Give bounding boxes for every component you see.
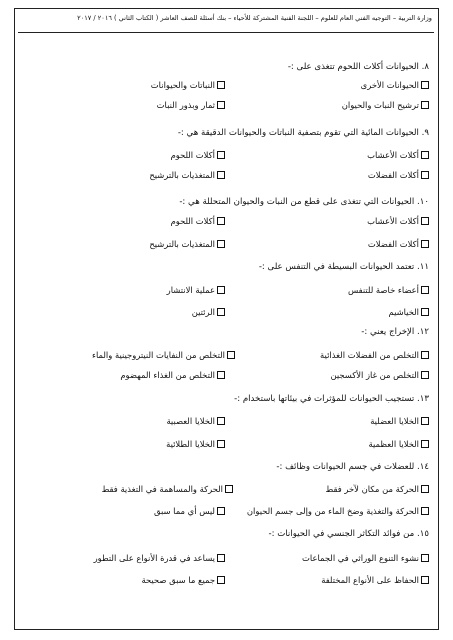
checkbox-icon[interactable] bbox=[421, 286, 429, 294]
q15-option-d[interactable]: جميع ما سبق صحيحة bbox=[142, 575, 226, 585]
checkbox-icon[interactable] bbox=[421, 101, 429, 109]
q15-option-a[interactable]: نشوء التنوع الوراثي في الجماعات bbox=[302, 553, 429, 563]
q11-option-d[interactable]: الرئتين bbox=[192, 307, 225, 317]
q15-option-b[interactable]: يساعد في قدرة الأنواع على التطور bbox=[94, 553, 225, 563]
q13-option-a[interactable]: الخلايا العضلية bbox=[370, 416, 429, 426]
q11-option-c[interactable]: الخياشيم bbox=[389, 307, 429, 317]
page-header: وزارة التربية – التوجيه الفني العام للعلوم – اللجنة الفنية المشتركة للأحياء – بنك أسئلة للصف العاشر ( الكتاب الثاني ) ٢٠١٦ / ٢٠١٧ bbox=[77, 14, 432, 22]
q10-option-a[interactable]: أكلات الأعشاب bbox=[367, 216, 429, 226]
q10-option-d[interactable]: المتغذيات بالترشيح bbox=[149, 239, 225, 249]
q11-option-b[interactable]: عملية الانتشار bbox=[167, 285, 225, 295]
question-9-title: ٩. الحيوانات المائية التي تقوم بتصفية النباتات والحيوانات الدقيقة هي :- bbox=[177, 128, 429, 138]
q14-option-d[interactable]: ليس أي مما سبق bbox=[154, 506, 225, 516]
question-15-title: ١٥. من فوائد التكاثر الجنسي في الحيوانات :- bbox=[268, 529, 429, 539]
q14-option-a[interactable]: الحركة من مكان لآخر فقط bbox=[326, 484, 429, 494]
question-12-title: ١٢. الإخراج يعني :- bbox=[361, 327, 429, 337]
checkbox-icon[interactable] bbox=[217, 308, 225, 316]
q12-option-a[interactable]: التخلص من الفضلات الغذائية bbox=[320, 350, 429, 360]
checkbox-icon[interactable] bbox=[421, 171, 429, 179]
checkbox-icon[interactable] bbox=[421, 351, 429, 359]
checkbox-icon[interactable] bbox=[217, 371, 225, 379]
checkbox-icon[interactable] bbox=[217, 81, 225, 89]
checkbox-icon[interactable] bbox=[421, 485, 429, 493]
q12-option-c[interactable]: التخلص من غاز الأكسجين bbox=[330, 370, 429, 380]
checkbox-icon[interactable] bbox=[225, 485, 233, 493]
checkbox-icon[interactable] bbox=[421, 440, 429, 448]
checkbox-icon[interactable] bbox=[217, 151, 225, 159]
q9-option-a[interactable]: أكلات الأعشاب bbox=[367, 150, 429, 160]
checkbox-icon[interactable] bbox=[421, 554, 429, 562]
checkbox-icon[interactable] bbox=[217, 217, 225, 225]
checkbox-icon[interactable] bbox=[421, 576, 429, 584]
q13-option-c[interactable]: الخلايا العظمية bbox=[369, 439, 429, 449]
q8-option-d[interactable]: ثمار وبذور النبات bbox=[157, 100, 225, 110]
question-10-title: ١٠. الحيوانات التي تتغذى على قطع من النبات والحيوان المتحللة هي :- bbox=[179, 197, 429, 207]
q11-option-a[interactable]: أعضاء خاصة للتنفس bbox=[348, 285, 429, 295]
q13-option-d[interactable]: الخلايا الطلائية bbox=[166, 439, 225, 449]
checkbox-icon[interactable] bbox=[421, 240, 429, 248]
q12-option-b[interactable]: التخلص من النفايات النيتروجينية والماء bbox=[92, 350, 235, 360]
checkbox-icon[interactable] bbox=[421, 371, 429, 379]
q10-option-c[interactable]: أكلات الفضلات bbox=[368, 239, 429, 249]
checkbox-icon[interactable] bbox=[421, 217, 429, 225]
q8-option-a[interactable]: الحيوانات الأخرى bbox=[361, 80, 429, 90]
q14-option-c[interactable]: الحركة والتغذية وضخ الماء من وإلى جسم الحيوان bbox=[247, 506, 429, 516]
question-11-title: ١١. تعتمد الحيوانات البسيطة في التنفس على :- bbox=[258, 262, 429, 272]
checkbox-icon[interactable] bbox=[421, 308, 429, 316]
checkbox-icon[interactable] bbox=[217, 240, 225, 248]
checkbox-icon[interactable] bbox=[217, 286, 225, 294]
q13-option-b[interactable]: الخلايا العصبية bbox=[166, 416, 225, 426]
checkbox-icon[interactable] bbox=[217, 417, 225, 425]
q15-option-c[interactable]: الحفاظ على الأنواع المختلفة bbox=[321, 575, 429, 585]
question-14-title: ١٤. للعضلات في جسم الحيوانات وظائف :- bbox=[276, 462, 429, 472]
q9-option-b[interactable]: أكلات اللحوم bbox=[171, 150, 225, 160]
checkbox-icon[interactable] bbox=[421, 151, 429, 159]
checkbox-icon[interactable] bbox=[421, 507, 429, 515]
question-8-title: ٨. الحيوانات أكلات اللحوم تتغذى على :- bbox=[287, 62, 429, 72]
checkbox-icon[interactable] bbox=[217, 440, 225, 448]
checkbox-icon[interactable] bbox=[217, 576, 225, 584]
q9-option-d[interactable]: المتغذيات بالترشيح bbox=[149, 170, 225, 180]
checkbox-icon[interactable] bbox=[217, 101, 225, 109]
checkbox-icon[interactable] bbox=[421, 417, 429, 425]
q12-option-d[interactable]: التخلص من الغذاء المهضوم bbox=[120, 370, 225, 380]
question-13-title: ١٣. تستجيب الحيوانات للمؤثرات في بيئاتها باستخدام :- bbox=[234, 394, 429, 404]
header-divider bbox=[18, 32, 434, 33]
checkbox-icon[interactable] bbox=[227, 351, 235, 359]
q10-option-b[interactable]: أكلات اللحوم bbox=[171, 216, 225, 226]
q8-option-b[interactable]: النباتات والحيوانات bbox=[151, 80, 225, 90]
checkbox-icon[interactable] bbox=[217, 171, 225, 179]
q14-option-b[interactable]: الحركة والمساهمة في التغذية فقط bbox=[102, 484, 233, 494]
q8-option-c[interactable]: ترشيح النبات والحيوان bbox=[342, 100, 429, 110]
checkbox-icon[interactable] bbox=[421, 81, 429, 89]
checkbox-icon[interactable] bbox=[217, 507, 225, 515]
q9-option-c[interactable]: أكلات الفضلات bbox=[368, 170, 429, 180]
checkbox-icon[interactable] bbox=[217, 554, 225, 562]
